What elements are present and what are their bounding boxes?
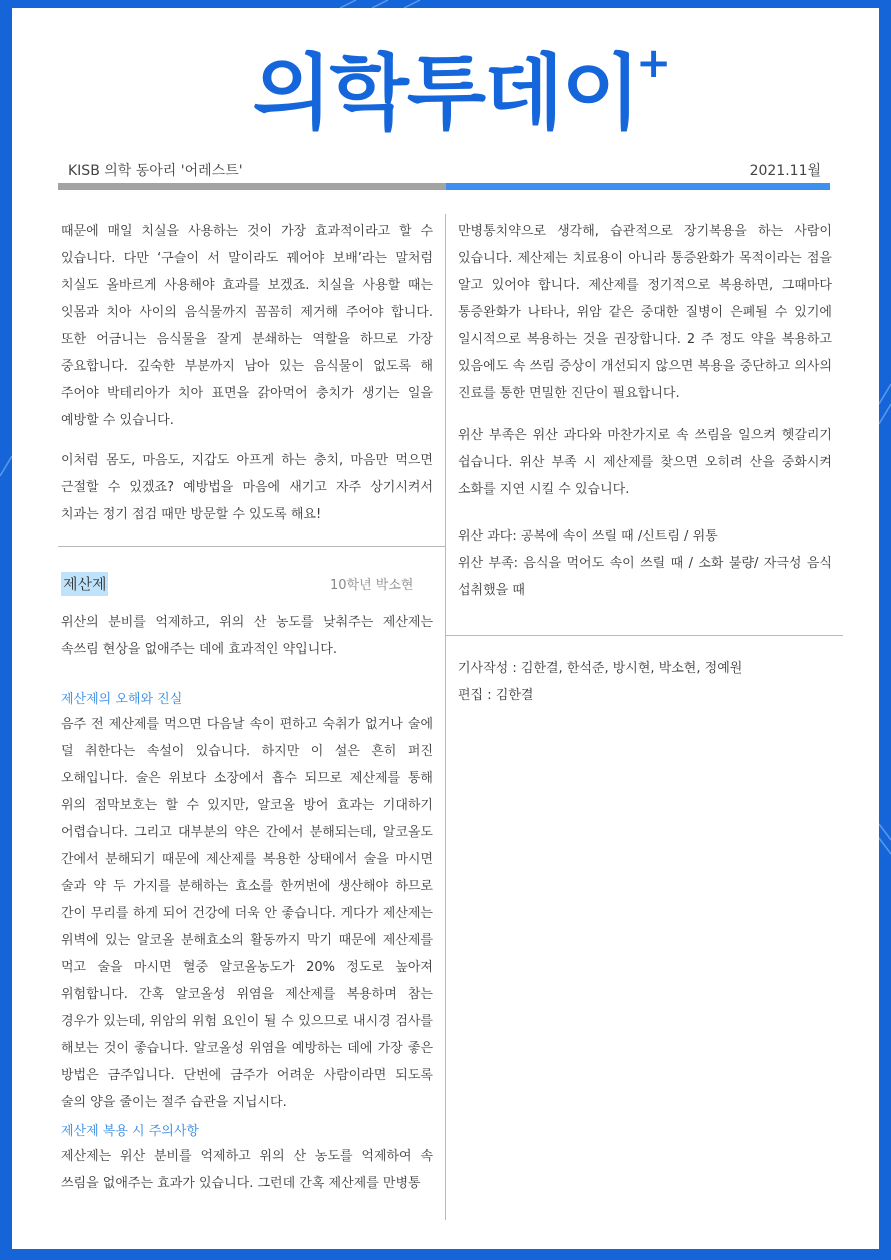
issue-date: 2021.11월 (749, 163, 821, 179)
note-acid-deficiency: 위산 부족: 음식을 먹어도 속이 쓰릴 때 / 소화 불량/ 자극성 음식 섭취했을 때 (458, 556, 832, 598)
precautions-continued: 만병통치약으로 생각해, 습관적으로 장기복용을 하는 사람이 있습니다. 제산제는 치료용이 아니라 통증완화가 목적이라는 점을 알고 있어야 합니다. 제산제를 정기적으로 복용하면, 그때마다 통증완화가 나타나, 위암 같은 중대한 질병이 은폐될 수 있기에 일시적으로 복용하는 것을 권장합니다. 2 주 정도 약을 복용하고 있음에도 속 쓰림 증상이 개선되지 않으면 복용을 중단하고 의사의 진료를 통한 면밀한 진단이 필요합니다. (458, 224, 832, 401)
precautions-body: 제산제는 위산 분비를 억제하고 위의 산 농도를 억제하여 속 쓰림을 없애주는 효과가 있습니다. 그런데 간혹 제산제를 만병통 (61, 1149, 433, 1191)
subheading-precautions: 제산제 복용 시 주의사항 (61, 1124, 199, 1139)
note-excess-acid: 위산 과다: 공복에 속이 쓰릴 때 /신트림 / 위통 (458, 529, 718, 544)
header-bar-blue (446, 183, 830, 190)
masthead-plus-icon: + (636, 38, 672, 87)
author-byline: 10학년 박소현 (330, 578, 414, 593)
credits-writers: 기사작성 : 김한결, 한석준, 방시현, 박소현, 정예원 (458, 661, 743, 676)
newsletter-page (12, 8, 879, 1249)
cavity-paragraph-1: 때문에 매일 치실을 사용하는 것이 가장 효과적이라고 할 수 있습니다. 다만 ‘구슬이 서 말이라도 꿰어야 보배’라는 말처럼 치실도 올바르게 사용해야 효과를 보겠죠. 치실을 사용할 때는 잇몸과 치아 사이의 음식물까지 꼼꼼히 제거해 주어야 합니다. 또한 어금니는 음식물을 잘게 분쇄하는 역할을 하므로 가장 중요합니다. 깊숙한 부분까지 남아 있는 음식물이 없도록 해 주어야 박테리아가 치아 표면을 갉아먹어 충치가 생기는 일을 예방할 수 있습니다. (61, 224, 433, 428)
club-name: KISB 의학 동아리 '어레스트' (68, 163, 243, 179)
section-title-antacid: 제산제 (61, 572, 108, 596)
credits-editor: 편집 : 김한결 (458, 688, 534, 703)
header-bar-gray (58, 183, 446, 190)
section-divider-right (446, 635, 843, 636)
subheading-myths: 제산제의 오해와 진실 (61, 692, 183, 707)
section-divider-left (58, 546, 445, 547)
column-divider (445, 214, 446, 1220)
masthead-title: 의학투데이 (252, 46, 639, 141)
cavity-paragraph-2: 이처럼 몸도, 마음도, 지갑도 아프게 하는 충치, 마음만 먹으면 근절할 수 있겠죠? 예방법을 마음에 새기고 자주 상기시켜서 치과는 정기 점검 때만 방문할 수 있도록 해요! (61, 453, 433, 522)
myths-body: 음주 전 제산제를 먹으면 다음날 속이 편하고 숙취가 없거나 술에 덜 취한다는 속설이 있습니다. 하지만 이 설은 흔히 퍼진 오해입니다. 술은 위보다 소장에서 흡수 되므로 제산제를 통해 위의 점막보호는 할 수 있지만, 알코올 방어 효과는 기대하기 어렵습니다. 그리고 대부분의 약은 간에서 분해되는데, 알코올도 간에서 분해되기 때문에 제산제를 복용한 상태에서 술을 마시면 술과 약 두 가지를 분해하는 효소를 한꺼번에 생산해야 하므로 간이 무리를 하게 되어 건강에 더욱 안 좋습니다. 게다가 제산제는 위벽에 있는 알코올 분해효소의 활동까지 막기 때문에 제산제를 먹고 술을 마시면 혈중 알코올농도가 20% 정도로 높아져 위험합니다. 간혹 알코올성 위염을 제산제를 복용하며 참는 경우가 있는데, 위암의 위험 요인이 될 수 있으므로 내시경 검사를 해보는 것이 좋습니다. 알코올성 위염을 예방하는 데에 가장 좋은 방법은 금주입니다. 단번에 금주가 어려운 사람이라면 되도록 술의 양을 줄이는 절주 습관을 지닙시다. (61, 717, 433, 1110)
acid-deficiency-paragraph: 위산 부족은 위산 과다와 마찬가지로 속 쓰림을 일으켜 헷갈리기 쉽습니다. 위산 부족 시 제산제를 찾으면 오히려 산을 중화시켜 소화를 지연 시킬 수 있습니다. (458, 428, 832, 497)
antacid-intro: 위산의 분비를 억제하고, 위의 산 농도를 낮춰주는 제산제는 속쓰림 현상을 없애주는 데에 효과적인 약입니다. (61, 615, 433, 657)
